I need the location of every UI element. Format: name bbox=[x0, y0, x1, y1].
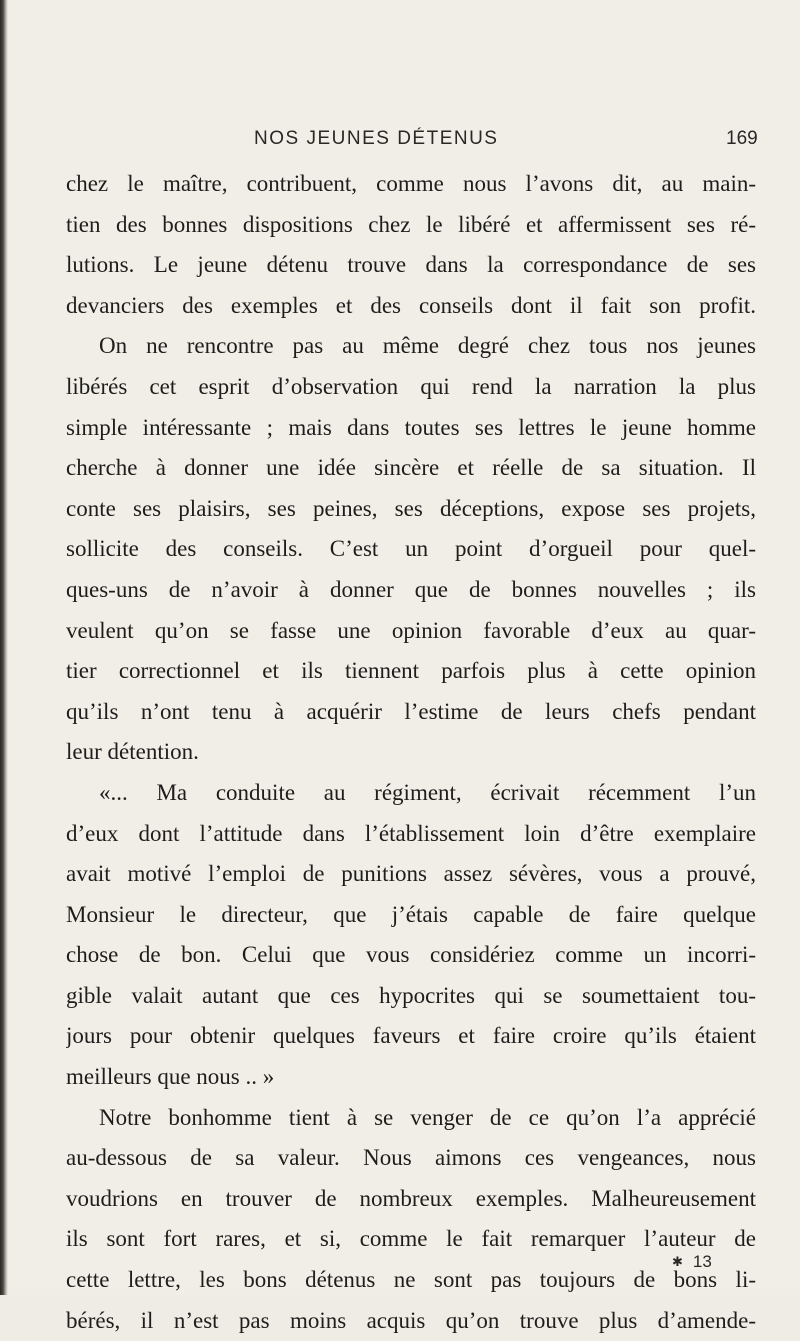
paragraph-first-line: On ne rencontre pas au même degré chez tous nos jeunes bbox=[99, 333, 756, 359]
quote-line: gible valait autant que ces hypocrites qui se soumettaient tou- bbox=[66, 982, 756, 1008]
signature-number: 13 bbox=[692, 1252, 712, 1271]
text-line: simple intéressante ; mais dans toutes ses lettres le jeune homme bbox=[66, 414, 756, 440]
paragraph-last-line: leur détention. bbox=[66, 739, 199, 765]
text-line: bérés, il n’est pas moins acquis qu’on trouve plus d’amende- bbox=[66, 1307, 756, 1333]
body-text bbox=[66, 164, 756, 1341]
text-line: tien des bonnes dispositions chez le libéré et affermissent ses ré- bbox=[66, 211, 756, 237]
running-title: NOS JEUNES DÉTENUS bbox=[254, 128, 499, 149]
text-line: chez le maître, contribuent, comme nous l’avons dit, au main- bbox=[66, 171, 756, 196]
quote-first-line: «... Ma conduite au régiment, écrivait récemment l’un bbox=[99, 779, 756, 805]
text-line: voudrions en trouver de nombreux exemples. Malheureusement bbox=[66, 1185, 756, 1211]
running-head bbox=[0, 128, 800, 154]
page-number: 169 bbox=[726, 128, 758, 149]
text-line: veulent qu’on se fasse une opinion favorable d’eux au quar- bbox=[66, 617, 756, 643]
text-line: cette lettre, les bons détenus ne sont pas toujours de bons li- bbox=[66, 1267, 756, 1293]
asterisk-mark: ✱ bbox=[672, 1254, 683, 1269]
printer-signature bbox=[672, 1252, 712, 1272]
quote-line: avait motivé l’emploi de punitions assez sévères, vous a prouvé, bbox=[66, 861, 756, 887]
text-line: sollicite des conseils. C’est un point d’orgueil pour quel- bbox=[66, 536, 756, 562]
paragraph-first-line: Notre bonhomme tient à se venger de ce qu’on l’a apprécié bbox=[99, 1104, 756, 1130]
text-line: conte ses plaisirs, ses peines, ses déceptions, expose ses projets, bbox=[66, 495, 756, 521]
quote-last-line: meilleurs que nous .. » bbox=[66, 1064, 275, 1090]
text-line: au-dessous de sa valeur. Nous aimons ces vengeances, nous bbox=[66, 1145, 756, 1171]
quote-line: d’eux dont l’attitude dans l’établissement loin d’être exemplaire bbox=[66, 820, 756, 846]
quote-line: chose de bon. Celui que vous considériez comme un incorri- bbox=[66, 942, 756, 968]
text-line: cherche à donner une idée sincère et réelle de sa situation. Il bbox=[66, 455, 756, 481]
quote-line: jours pour obtenir quelques faveurs et faire croire qu’ils étaient bbox=[66, 1023, 756, 1049]
text-line: libérés cet esprit d’observation qui rend la narration la plus bbox=[66, 373, 756, 399]
quote-line: Monsieur le directeur, que j’étais capable de faire quelque bbox=[66, 901, 756, 927]
text-line: ques-uns de n’avoir à donner que de bonnes nouvelles ; ils bbox=[66, 576, 756, 602]
text-line: qu’ils n’ont tenu à acquérir l’estime de leurs chefs pendant bbox=[66, 698, 756, 724]
text-line: ils sont fort rares, et si, comme le fait remarquer l’auteur de bbox=[66, 1226, 756, 1252]
text-line: devanciers des exemples et des conseils dont il fait son profit. bbox=[66, 292, 756, 318]
text-line: lutions. Le jeune détenu trouve dans la correspondance de ses bbox=[66, 252, 756, 278]
text-line: tier correctionnel et ils tiennent parfois plus à cette opinion bbox=[66, 658, 756, 684]
page-binding-edge bbox=[0, 0, 8, 1295]
